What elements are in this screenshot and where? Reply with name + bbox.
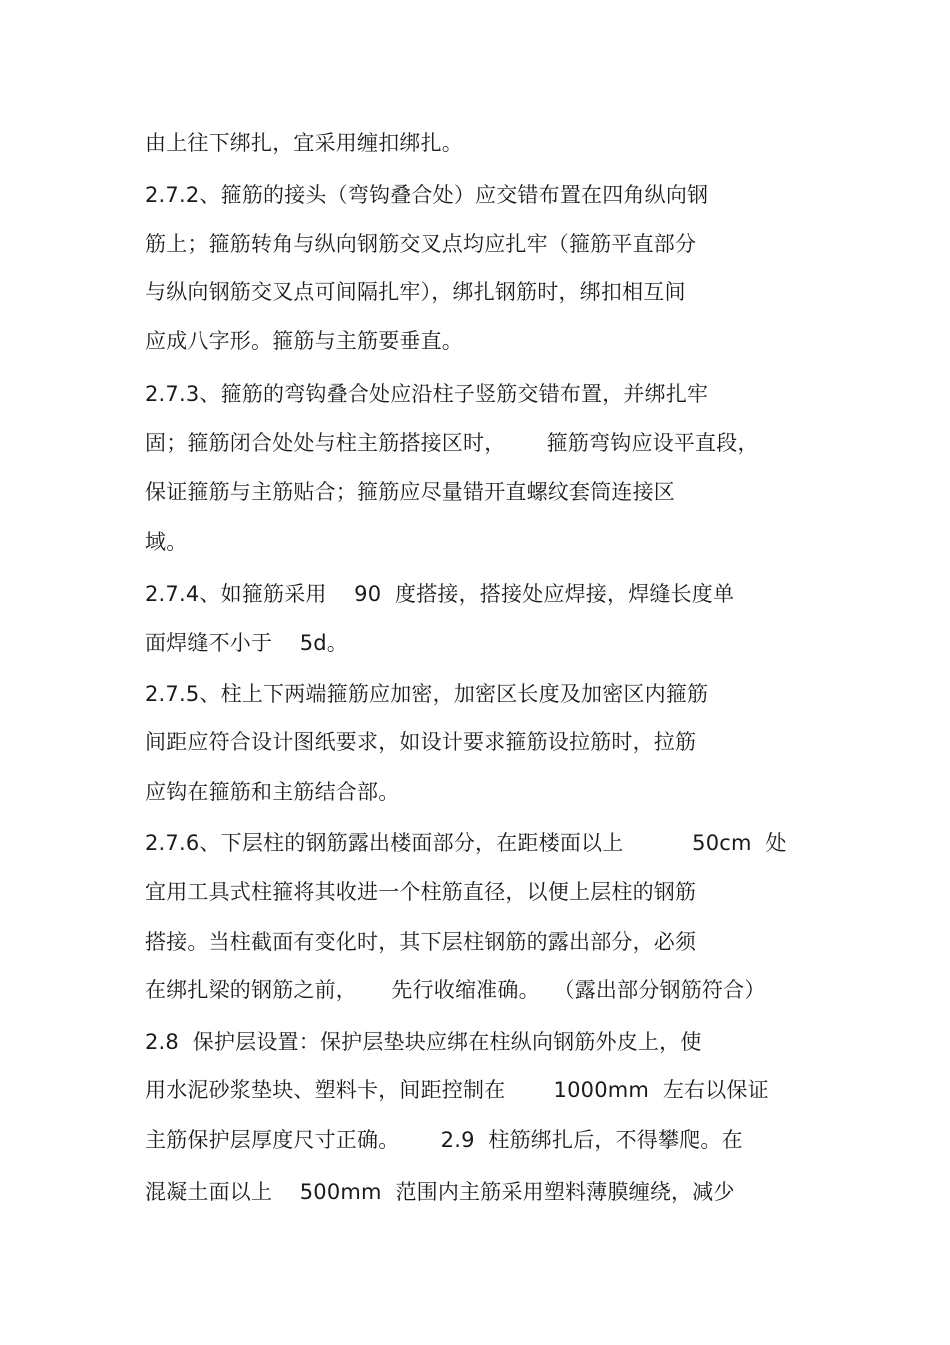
- text-line-8: 保证箍筋与主筋贴合；箍筋应尽量错开直螺纹套筒连接区: [145, 480, 675, 504]
- text-line-20: 用水泥砂浆垫块、塑料卡，间距控制在 1000mm 左右以保证: [145, 1078, 769, 1102]
- text-line-12: 2.7.5、柱上下两端箍筋应加密，加密区长度及加密区内箍筋: [145, 682, 709, 706]
- text-line-3: 筋上；箍筋转角与纵向钢筋交叉点均应扎牢（箍筋平直部分: [145, 232, 697, 256]
- text-line-11: 面焊缝不小于 5d。: [145, 631, 348, 655]
- text-line-1: 由上往下绑扎，宜采用缠扣绑扎。: [145, 131, 463, 155]
- text-line-6: 2.7.3、箍筋的弯钩叠合处应沿柱子竖筋交错布置，并绑扎牢: [145, 382, 709, 406]
- text-line-15: 2.7.6、下层柱的钢筋露出楼面部分，在距楼面以上 50cm 处: [145, 831, 787, 855]
- text-line-18: 在绑扎梁的钢筋之前， 先行收缩准确。 （露出部分钢筋符合）: [145, 978, 766, 1002]
- text-line-19: 2.8 保护层设置：保护层垫块应绑在柱纵向钢筋外皮上，使: [145, 1030, 702, 1054]
- text-line-9: 域。: [145, 530, 188, 554]
- text-line-10: 2.7.4、如箍筋采用 90 度搭接，搭接处应焊接，焊缝长度单: [145, 582, 735, 606]
- text-line-21: 主筋保护层厚度尺寸正确。 2.9 柱筋绑扎后，不得攀爬。在: [145, 1128, 743, 1152]
- text-line-4: 与纵向钢筋交叉点可间隔扎牢），绑扎钢筋时，绑扣相互间: [145, 280, 686, 304]
- text-line-22: 混凝土面以上 500mm 范围内主筋采用塑料薄膜缠绕，减少: [145, 1180, 735, 1204]
- text-line-2: 2.7.2、箍筋的接头（弯钩叠合处）应交错布置在四角纵向钢: [145, 183, 709, 207]
- text-line-5: 应成八字形。箍筋与主筋要垂直。: [145, 329, 463, 353]
- text-line-7: 固；箍筋闭合处处与柱主筋搭接区时， 箍筋弯钩应设平直段，: [145, 431, 759, 455]
- text-line-17: 搭接。当柱截面有变化时，其下层柱钢筋的露出部分，必须: [145, 930, 697, 954]
- text-line-14: 应钩在箍筋和主筋结合部。: [145, 780, 400, 804]
- text-line-16: 宜用工具式柱箍将其收进一个柱筋直径，以便上层柱的钢筋: [145, 880, 697, 904]
- text-line-13: 间距应符合设计图纸要求，如设计要求箍筋设拉筋时，拉筋: [145, 730, 697, 754]
